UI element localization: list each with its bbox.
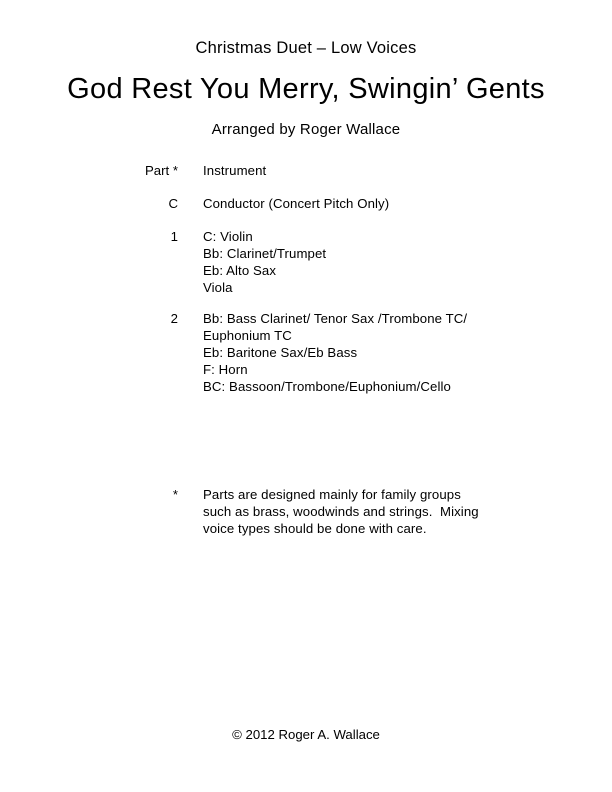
instrument-line: C: Violin <box>203 229 253 244</box>
instrument-line: Viola <box>203 280 233 295</box>
instrument-line: F: Horn <box>203 362 248 377</box>
part-instruments-conductor <box>203 195 612 212</box>
footnote-line: voice types should be done with care. <box>203 521 427 536</box>
part-label-1: 1 <box>170 229 178 244</box>
part-instruments-1 <box>203 228 612 296</box>
parts-table-header-instrument: Instrument <box>203 163 267 178</box>
footnote-body <box>203 486 503 537</box>
instrument-line: Bb: Clarinet/Trumpet <box>203 246 327 261</box>
instrument-line: Eb: Baritone Sax/Eb Bass <box>203 345 358 360</box>
instrument-line: Euphonium TC <box>203 328 292 343</box>
parts-table-header-part: Part * <box>145 163 178 178</box>
document-subtitle: Christmas Duet – Low Voices <box>195 39 417 57</box>
footnote-marker: * <box>172 487 178 502</box>
part-row-conductor <box>0 195 612 212</box>
parts-table-header-row <box>0 162 612 179</box>
copyright-notice: © 2012 Roger A. Wallace <box>232 727 380 742</box>
part-row-2 <box>0 310 612 395</box>
parts-table <box>0 162 612 409</box>
page-title: God Rest You Merry, Swingin’ Gents <box>67 73 545 105</box>
parts-table-header-instrument-cell <box>203 162 612 179</box>
instrument-line: Bb: Bass Clarinet/ Tenor Sax /Trombone TC/ <box>203 311 468 326</box>
part-label-2: 2 <box>170 311 178 326</box>
footnote-line: such as brass, woodwinds and strings. Mixing <box>203 504 479 519</box>
part-row-1 <box>0 228 612 296</box>
arranger-credit: Arranged by Roger Wallace <box>211 121 401 138</box>
part-instruments-2 <box>203 310 612 395</box>
footnote <box>0 486 612 537</box>
footnote-line: Parts are designed mainly for family groups <box>203 487 461 502</box>
instrument-line: Eb: Alto Sax <box>203 263 277 278</box>
instrument-line: BC: Bassoon/Trombone/Euphonium/Cello <box>203 379 451 394</box>
part-label-conductor: C <box>168 196 178 211</box>
instrument-line: Conductor (Concert Pitch Only) <box>203 196 390 211</box>
